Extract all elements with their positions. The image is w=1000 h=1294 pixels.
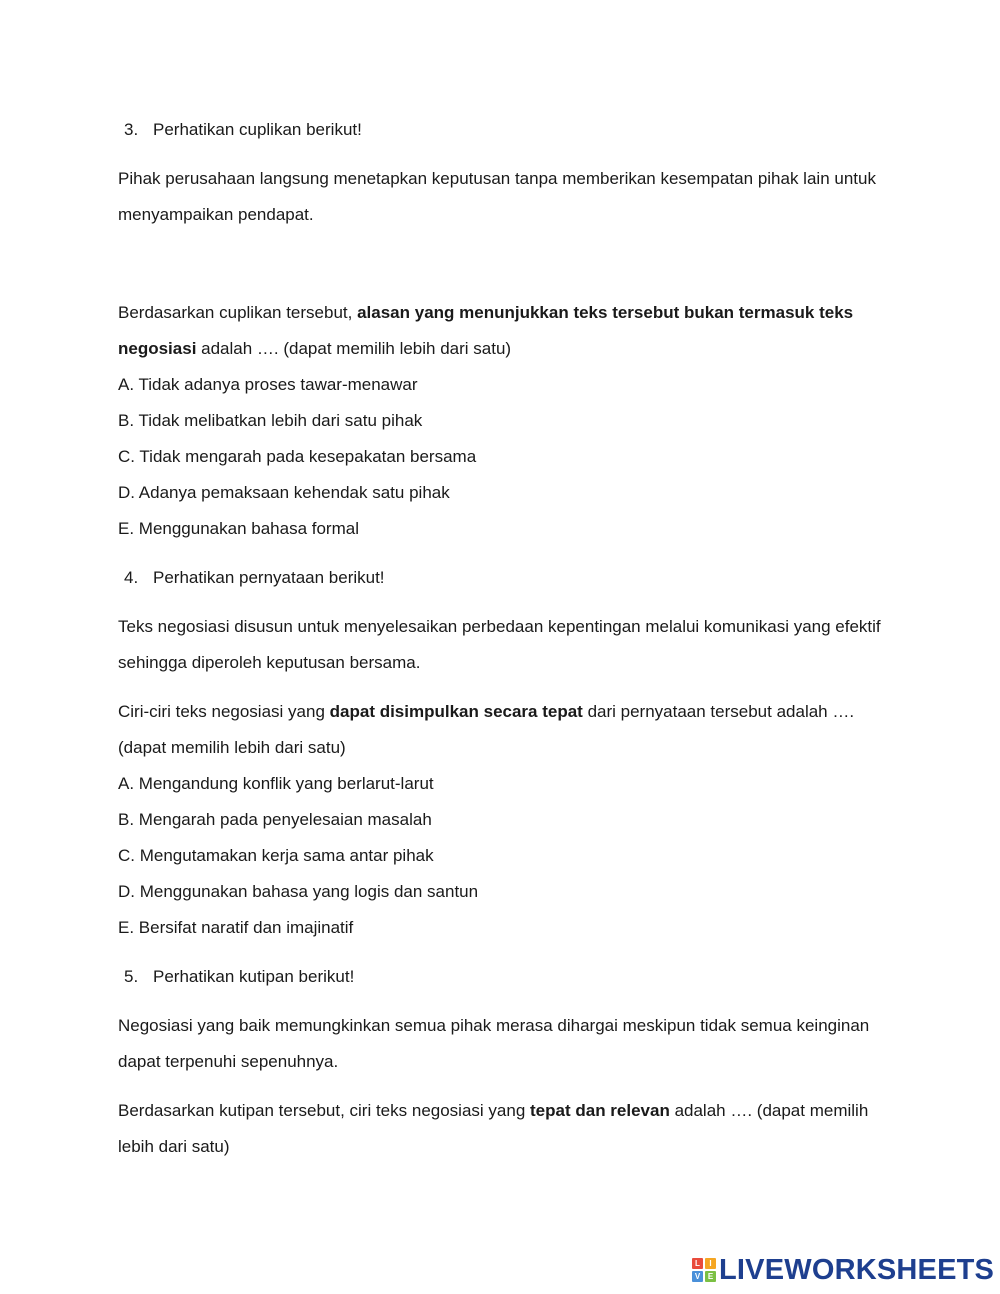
prompt-text-end: dari pernyataan tersebut adalah …. (dapat memilih lebih dari satu) bbox=[118, 702, 855, 757]
question-3-excerpt: Pihak perusahaan langsung menetapkan keputusan tanpa memberikan kesempatan pihak lain untuk menyampaikan pendapat. bbox=[118, 169, 876, 224]
liveworksheets-logo-text: LIVEWORKSHEETS bbox=[719, 1253, 995, 1286]
prompt-bold-text: alasan yang menunjukkan teks tersebut bukan termasuk teks negosiasi bbox=[118, 303, 854, 358]
option-c[interactable]: C. Mengutamakan kerja sama antar pihak bbox=[118, 846, 434, 865]
question-heading-text: Perhatikan cuplikan berikut! bbox=[153, 120, 362, 139]
question-number: 3. bbox=[124, 120, 139, 139]
option-d[interactable]: D. Adanya pemaksaan kehendak satu pihak bbox=[118, 483, 450, 502]
option-a[interactable]: A. Tidak adanya proses tawar-menawar bbox=[118, 375, 418, 394]
question-4-heading bbox=[118, 560, 888, 596]
question-5-heading bbox=[118, 959, 888, 995]
option-b[interactable]: B. Mengarah pada penyelesaian masalah bbox=[118, 810, 432, 829]
option-c[interactable]: C. Tidak mengarah pada kesepakatan bersama bbox=[118, 447, 477, 466]
option-e[interactable]: E. Bersifat naratif dan imajinatif bbox=[118, 918, 354, 937]
worksheet-page bbox=[118, 112, 888, 1165]
question-4-prompt bbox=[118, 694, 888, 766]
prompt-text-end: adalah …. (dapat memilih lebih dari satu) bbox=[118, 1101, 869, 1156]
question-4-excerpt: Teks negosiasi disusun untuk menyelesaikan perbedaan kepentingan melalui komunikasi yang efektif sehingga diperoleh keputusan bersama. bbox=[118, 617, 881, 672]
question-heading-text: Perhatikan pernyataan berikut! bbox=[153, 568, 385, 587]
question-number: 5. bbox=[124, 967, 139, 986]
question-5-prompt bbox=[118, 1093, 888, 1165]
prompt-text: Ciri-ciri teks negosiasi yang bbox=[118, 702, 330, 721]
logo-letter-l: L bbox=[692, 1258, 703, 1269]
option-b[interactable]: B. Tidak melibatkan lebih dari satu pihak bbox=[118, 411, 423, 430]
prompt-text-end: adalah …. (dapat memilih lebih dari satu) bbox=[196, 339, 512, 358]
question-number: 4. bbox=[124, 568, 139, 587]
prompt-text: Berdasarkan kutipan tersebut, ciri teks negosiasi yang bbox=[118, 1101, 531, 1120]
liveworksheets-logo bbox=[692, 1250, 994, 1290]
logo-letter-v: V bbox=[692, 1271, 703, 1282]
question-heading-text: Perhatikan kutipan berikut! bbox=[153, 967, 355, 986]
option-d[interactable]: D. Menggunakan bahasa yang logis dan santun bbox=[118, 882, 479, 901]
prompt-bold-text: dapat disimpulkan secara tepat bbox=[329, 702, 583, 721]
liveworksheets-logo-icon bbox=[692, 1258, 716, 1282]
logo-letter-e: E bbox=[705, 1271, 716, 1282]
question-3-heading bbox=[118, 112, 888, 148]
question-3-prompt bbox=[118, 295, 888, 367]
option-a[interactable]: A. Mengandung konflik yang berlarut-larut bbox=[118, 774, 434, 793]
question-4-options bbox=[118, 766, 888, 946]
option-e[interactable]: E. Menggunakan bahasa formal bbox=[118, 519, 359, 538]
prompt-bold-text: tepat dan relevan bbox=[530, 1101, 670, 1120]
prompt-text: Berdasarkan cuplikan tersebut, bbox=[118, 303, 358, 322]
question-5-excerpt: Negosiasi yang baik memungkinkan semua pihak merasa dihargai meskipun tidak semua keinginan dapat terpenuhi sepenuhnya. bbox=[118, 1016, 870, 1071]
logo-letter-i: I bbox=[705, 1258, 716, 1269]
question-3-options bbox=[118, 367, 888, 547]
